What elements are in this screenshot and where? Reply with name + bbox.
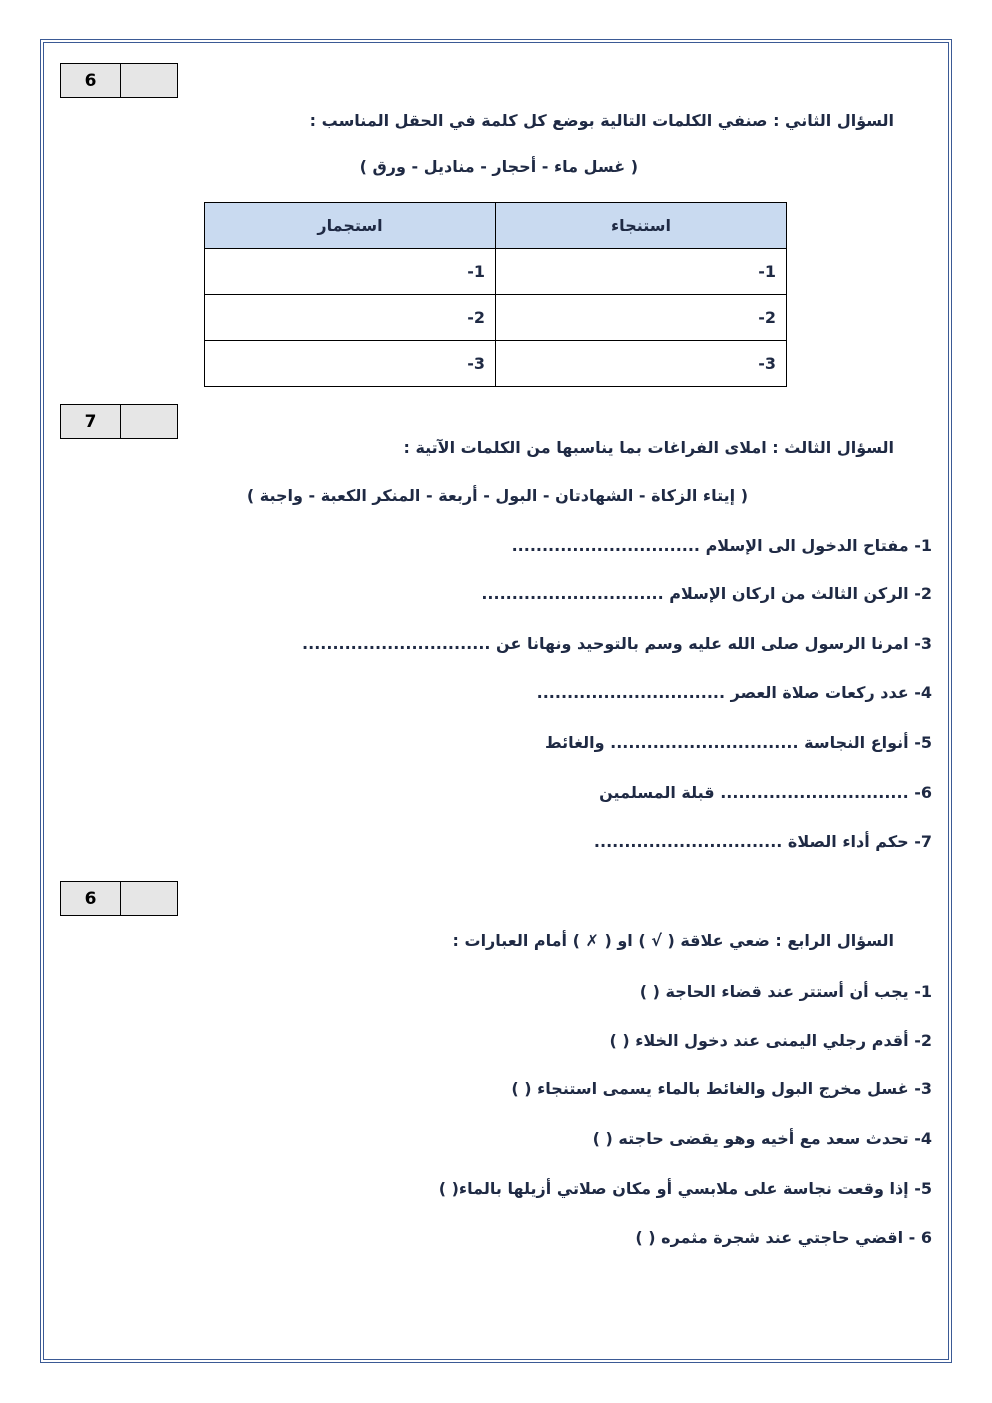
q3-word-bank: ( إيتاء الزكاة - الشهادتان - البول - أربعة - المنكر الكعبة - واجبة ) xyxy=(246,486,748,505)
classification-table xyxy=(204,202,787,387)
table-header-row xyxy=(205,203,787,249)
q3-score-box xyxy=(60,404,178,439)
q3-item[interactable]: 4- عدد ركعات صلاة العصر ............................... xyxy=(536,683,932,702)
q3-item[interactable]: 3- امرنا الرسول صلى الله عليه وسم بالتوحيد ونهانا عن ............................... xyxy=(302,634,932,653)
table-cell[interactable]: 3- xyxy=(205,341,496,387)
q4-title: السؤال الرابع : ضعي علاقة ( √ ) او ( ✗ ) أمام العبارات : xyxy=(452,931,894,950)
q3-item[interactable]: 6- ............................... قبلة المسلمين xyxy=(599,783,932,802)
q4-item[interactable]: 3- غسل مخرج البول والغائط بالماء يسمى استنجاء ( ) xyxy=(511,1079,932,1098)
q4-item[interactable]: 4- تحدث سعد مع أخيه وهو يقضى حاجته ( ) xyxy=(592,1129,932,1148)
q3-score: 7 xyxy=(61,405,121,438)
q3-item[interactable]: 5- أنواع النجاسة ............................... والغائط xyxy=(544,733,932,752)
table-row xyxy=(205,341,787,387)
q4-score: 6 xyxy=(61,882,121,915)
q2-word-bank: ( غسل ماء - أحجار - مناديل - ورق ) xyxy=(359,157,638,176)
q2-score-box xyxy=(60,63,178,98)
table-cell[interactable]: 2- xyxy=(205,295,496,341)
q4-item[interactable]: 5- إذا وقعت نجاسة على ملابسي أو مكان صلاتي أزيلها بالماء( ) xyxy=(438,1179,932,1198)
q2-title: السؤال الثاني : صنفي الكلمات التالية بوضع كل كلمة في الحقل المناسب : xyxy=(309,111,894,130)
table-cell[interactable]: 1- xyxy=(496,249,787,295)
table-row xyxy=(205,249,787,295)
q4-grade-field[interactable] xyxy=(121,882,177,915)
q4-score-box xyxy=(60,881,178,916)
header-istinja: استنجاء xyxy=(496,203,787,249)
q3-grade-field[interactable] xyxy=(121,405,177,438)
q2-grade-field[interactable] xyxy=(121,64,177,97)
header-istijmar: استجمار xyxy=(205,203,496,249)
q3-item[interactable]: 2- الركن الثالث من اركان الإسلام .............................. xyxy=(481,584,932,603)
q4-item[interactable]: 1- يجب أن أستتر عند قضاء الحاجة ( ) xyxy=(639,982,932,1001)
q4-item[interactable]: 2- أقدم رجلي اليمنى عند دخول الخلاء ( ) xyxy=(609,1031,932,1050)
table-row xyxy=(205,295,787,341)
table-cell[interactable]: 2- xyxy=(496,295,787,341)
q3-title: السؤال الثالث : املاى الفراغات بما يناسبها من الكلمات الآتية : xyxy=(403,438,894,457)
q2-score: 6 xyxy=(61,64,121,97)
q4-item[interactable]: 6 - اقضي حاجتي عند شجرة مثمره ( ) xyxy=(635,1228,932,1247)
q3-item[interactable]: 7- حكم أداء الصلاة ............................... xyxy=(593,832,932,851)
table-cell[interactable]: 1- xyxy=(205,249,496,295)
table-cell[interactable]: 3- xyxy=(496,341,787,387)
q3-item[interactable]: 1- مفتاح الدخول الى الإسلام ............................... xyxy=(511,536,932,555)
